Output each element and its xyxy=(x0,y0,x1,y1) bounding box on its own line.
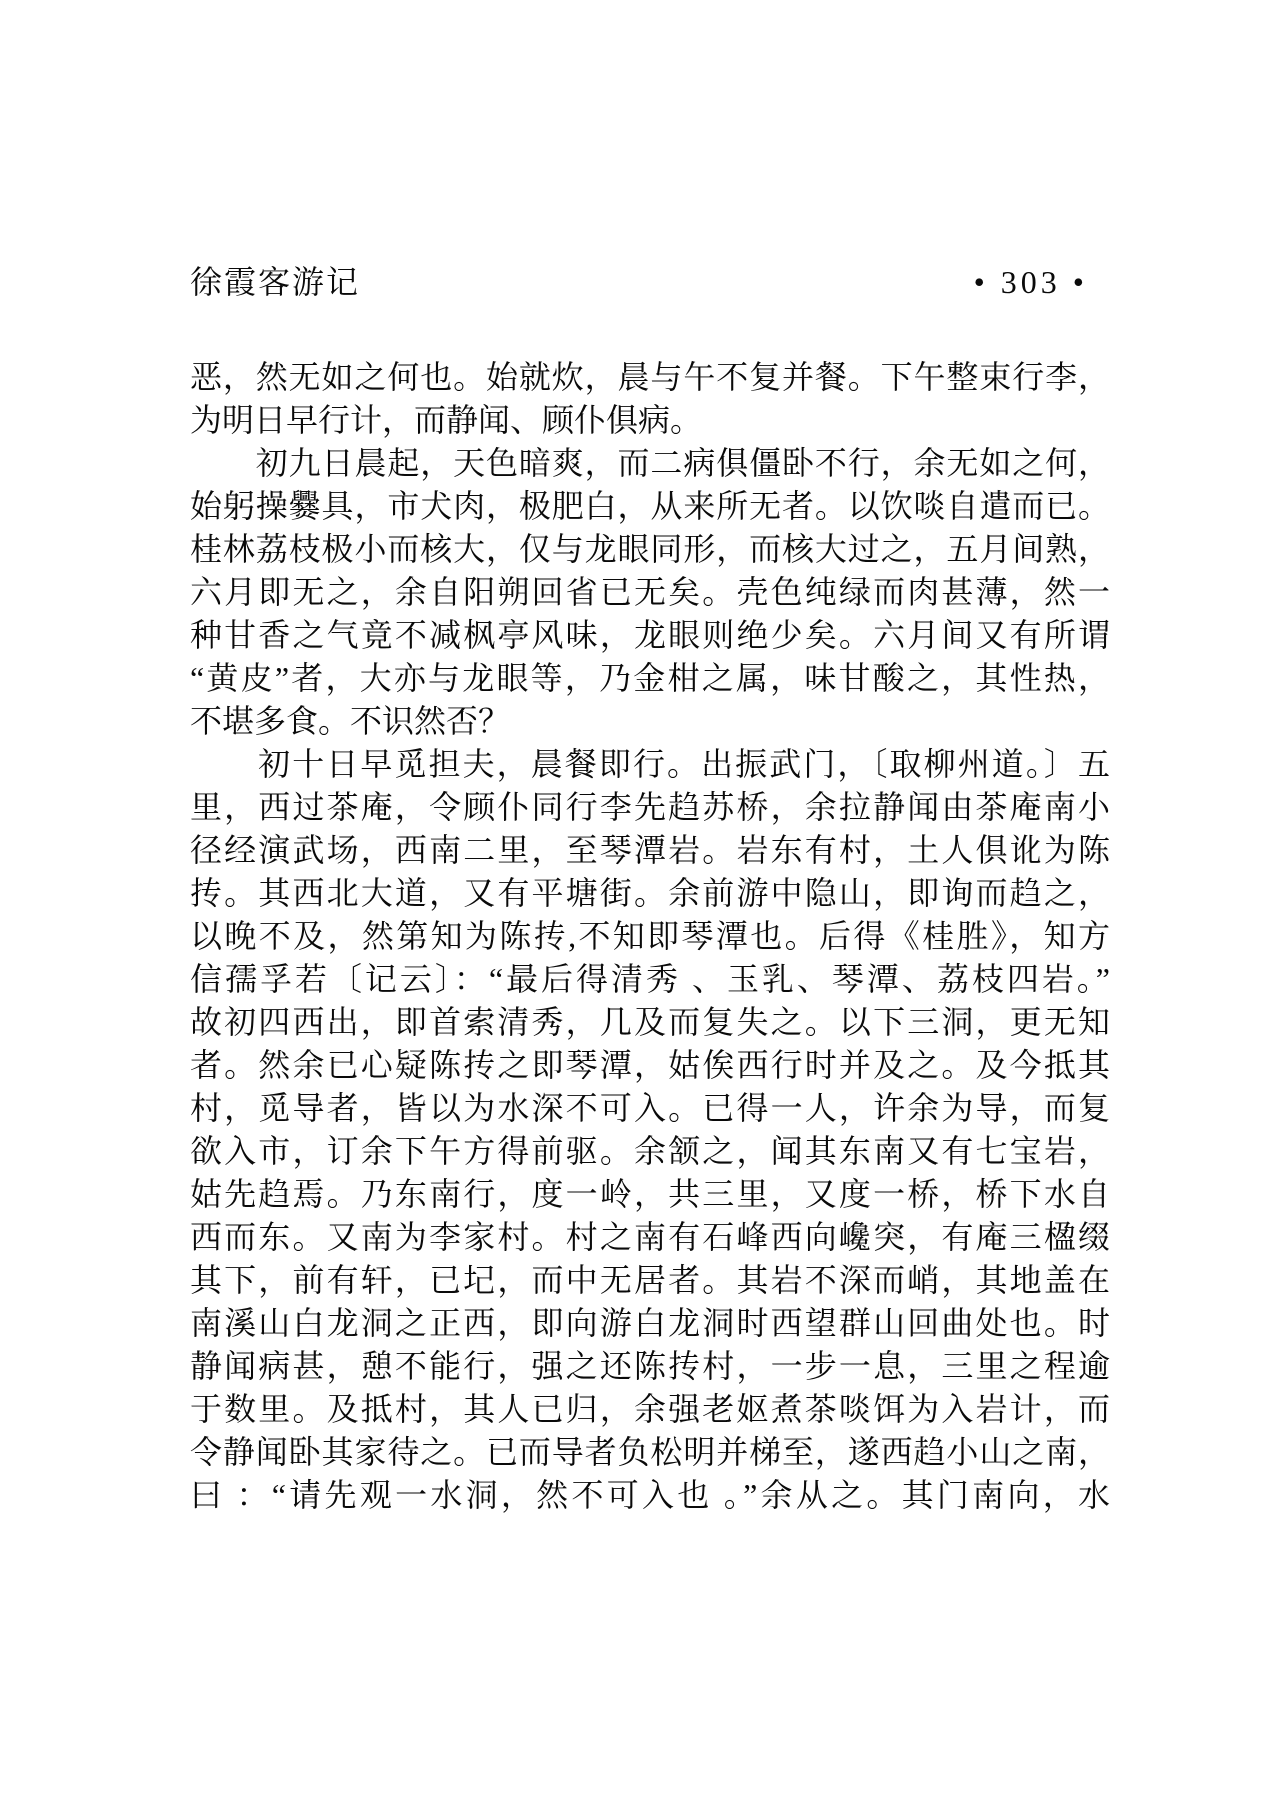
text-line: 者。然余已心疑陈抟之即琴潭，姑俟西行时并及之。及今抵其 xyxy=(190,1047,1110,1083)
text-line: 始躬操爨具，市犬肉，极肥白，从来所无者。以饮啖自遣而已。 xyxy=(190,488,1110,524)
text-line: 故初四西出，即首索清秀，几及而复失之。以下三洞，更无知 xyxy=(190,1004,1110,1040)
text-line: 曰 ：“请先观一水洞，然不可入也 。”余从之。其门南向，水 xyxy=(190,1477,1110,1513)
text-line: 南溪山白龙洞之正西，即向游白龙洞时西望群山回曲处也。时 xyxy=(190,1305,1110,1341)
text-line: “黄皮”者，大亦与龙眼等，乃金柑之属，味甘酸之，其性热， xyxy=(190,660,1110,696)
text-body xyxy=(190,356,1110,1517)
text-line: 姑先趋焉。乃东南行，度一岭，共三里，又度一桥，桥下水自 xyxy=(190,1176,1110,1212)
text-line: 不堪多食。不识然否？ xyxy=(190,703,511,739)
page-content xyxy=(190,262,1110,1517)
text-line: 径经演武场，西南二里，至琴潭岩。岩东有村，土人俱讹为陈 xyxy=(190,832,1110,868)
text-line: 于数里。及抵村，其人已归，余强老妪煮茶啖饵为入岩计，而 xyxy=(190,1391,1110,1427)
text-line: 欲入市，订余下午方得前驱。余颔之，闻其东南又有七宝岩， xyxy=(190,1133,1110,1169)
text-line: 以晚不及，然第知为陈抟,不知即琴潭也。后得《桂胜》，知方 xyxy=(190,918,1110,954)
book-title: 徐霞客游记 xyxy=(190,264,361,300)
text-line: 里，西过茶庵，令顾仆同行李先趋苏桥，余拉静闻由茶庵南小 xyxy=(190,789,1110,825)
text-line: 西而东。又南为李家村。村之南有石峰西向巉突，有庵三楹缀 xyxy=(190,1219,1110,1255)
text-line: 信孺孚若〔记云〕：“最后得清秀 、玉乳、琴潭、荔枝四岩。” xyxy=(190,961,1110,997)
text-line: 其下，前有轩，已圮，而中无居者。其岩不深而峭，其地盖在 xyxy=(190,1262,1110,1298)
page-number: • 303 • xyxy=(973,264,1088,300)
text-line: 初十日早觅担夫，晨餐即行。出振武门，〔取柳州道。〕五 xyxy=(190,746,1110,782)
text-line: 初九日晨起，天色暗爽，而二病俱僵卧不行，余无如之何， xyxy=(190,445,1110,481)
text-line: 六月即无之，余自阳朔回省已无矣。壳色纯绿而肉甚薄，然一 xyxy=(190,574,1110,610)
page-header xyxy=(190,262,1110,302)
text-line: 抟。其西北大道，又有平塘街。余前游中隐山，即询而趋之， xyxy=(190,875,1110,911)
text-line: 村，觅导者，皆以为水深不可入。已得一人，许余为导，而复 xyxy=(190,1090,1110,1126)
text-line: 桂林荔枝极小而核大，仅与龙眼同形，而核大过之，五月间熟， xyxy=(190,531,1110,567)
text-line: 为明日早行计，而静闻、顾仆俱病。 xyxy=(190,402,703,438)
text-line: 种甘香之气竟不减枫亭风味，龙眼则绝少矣。六月间又有所谓 xyxy=(190,617,1110,653)
text-line: 恶，然无如之何也。始就炊，晨与午不复并餐。下午整束行李， xyxy=(190,359,1110,395)
text-line: 令静闻卧其家待之。已而导者负松明并梯至，遂西趋小山之南， xyxy=(190,1434,1110,1470)
text-line: 静闻病甚，憩不能行，强之还陈抟村，一步一息，三里之程逾 xyxy=(190,1348,1110,1384)
